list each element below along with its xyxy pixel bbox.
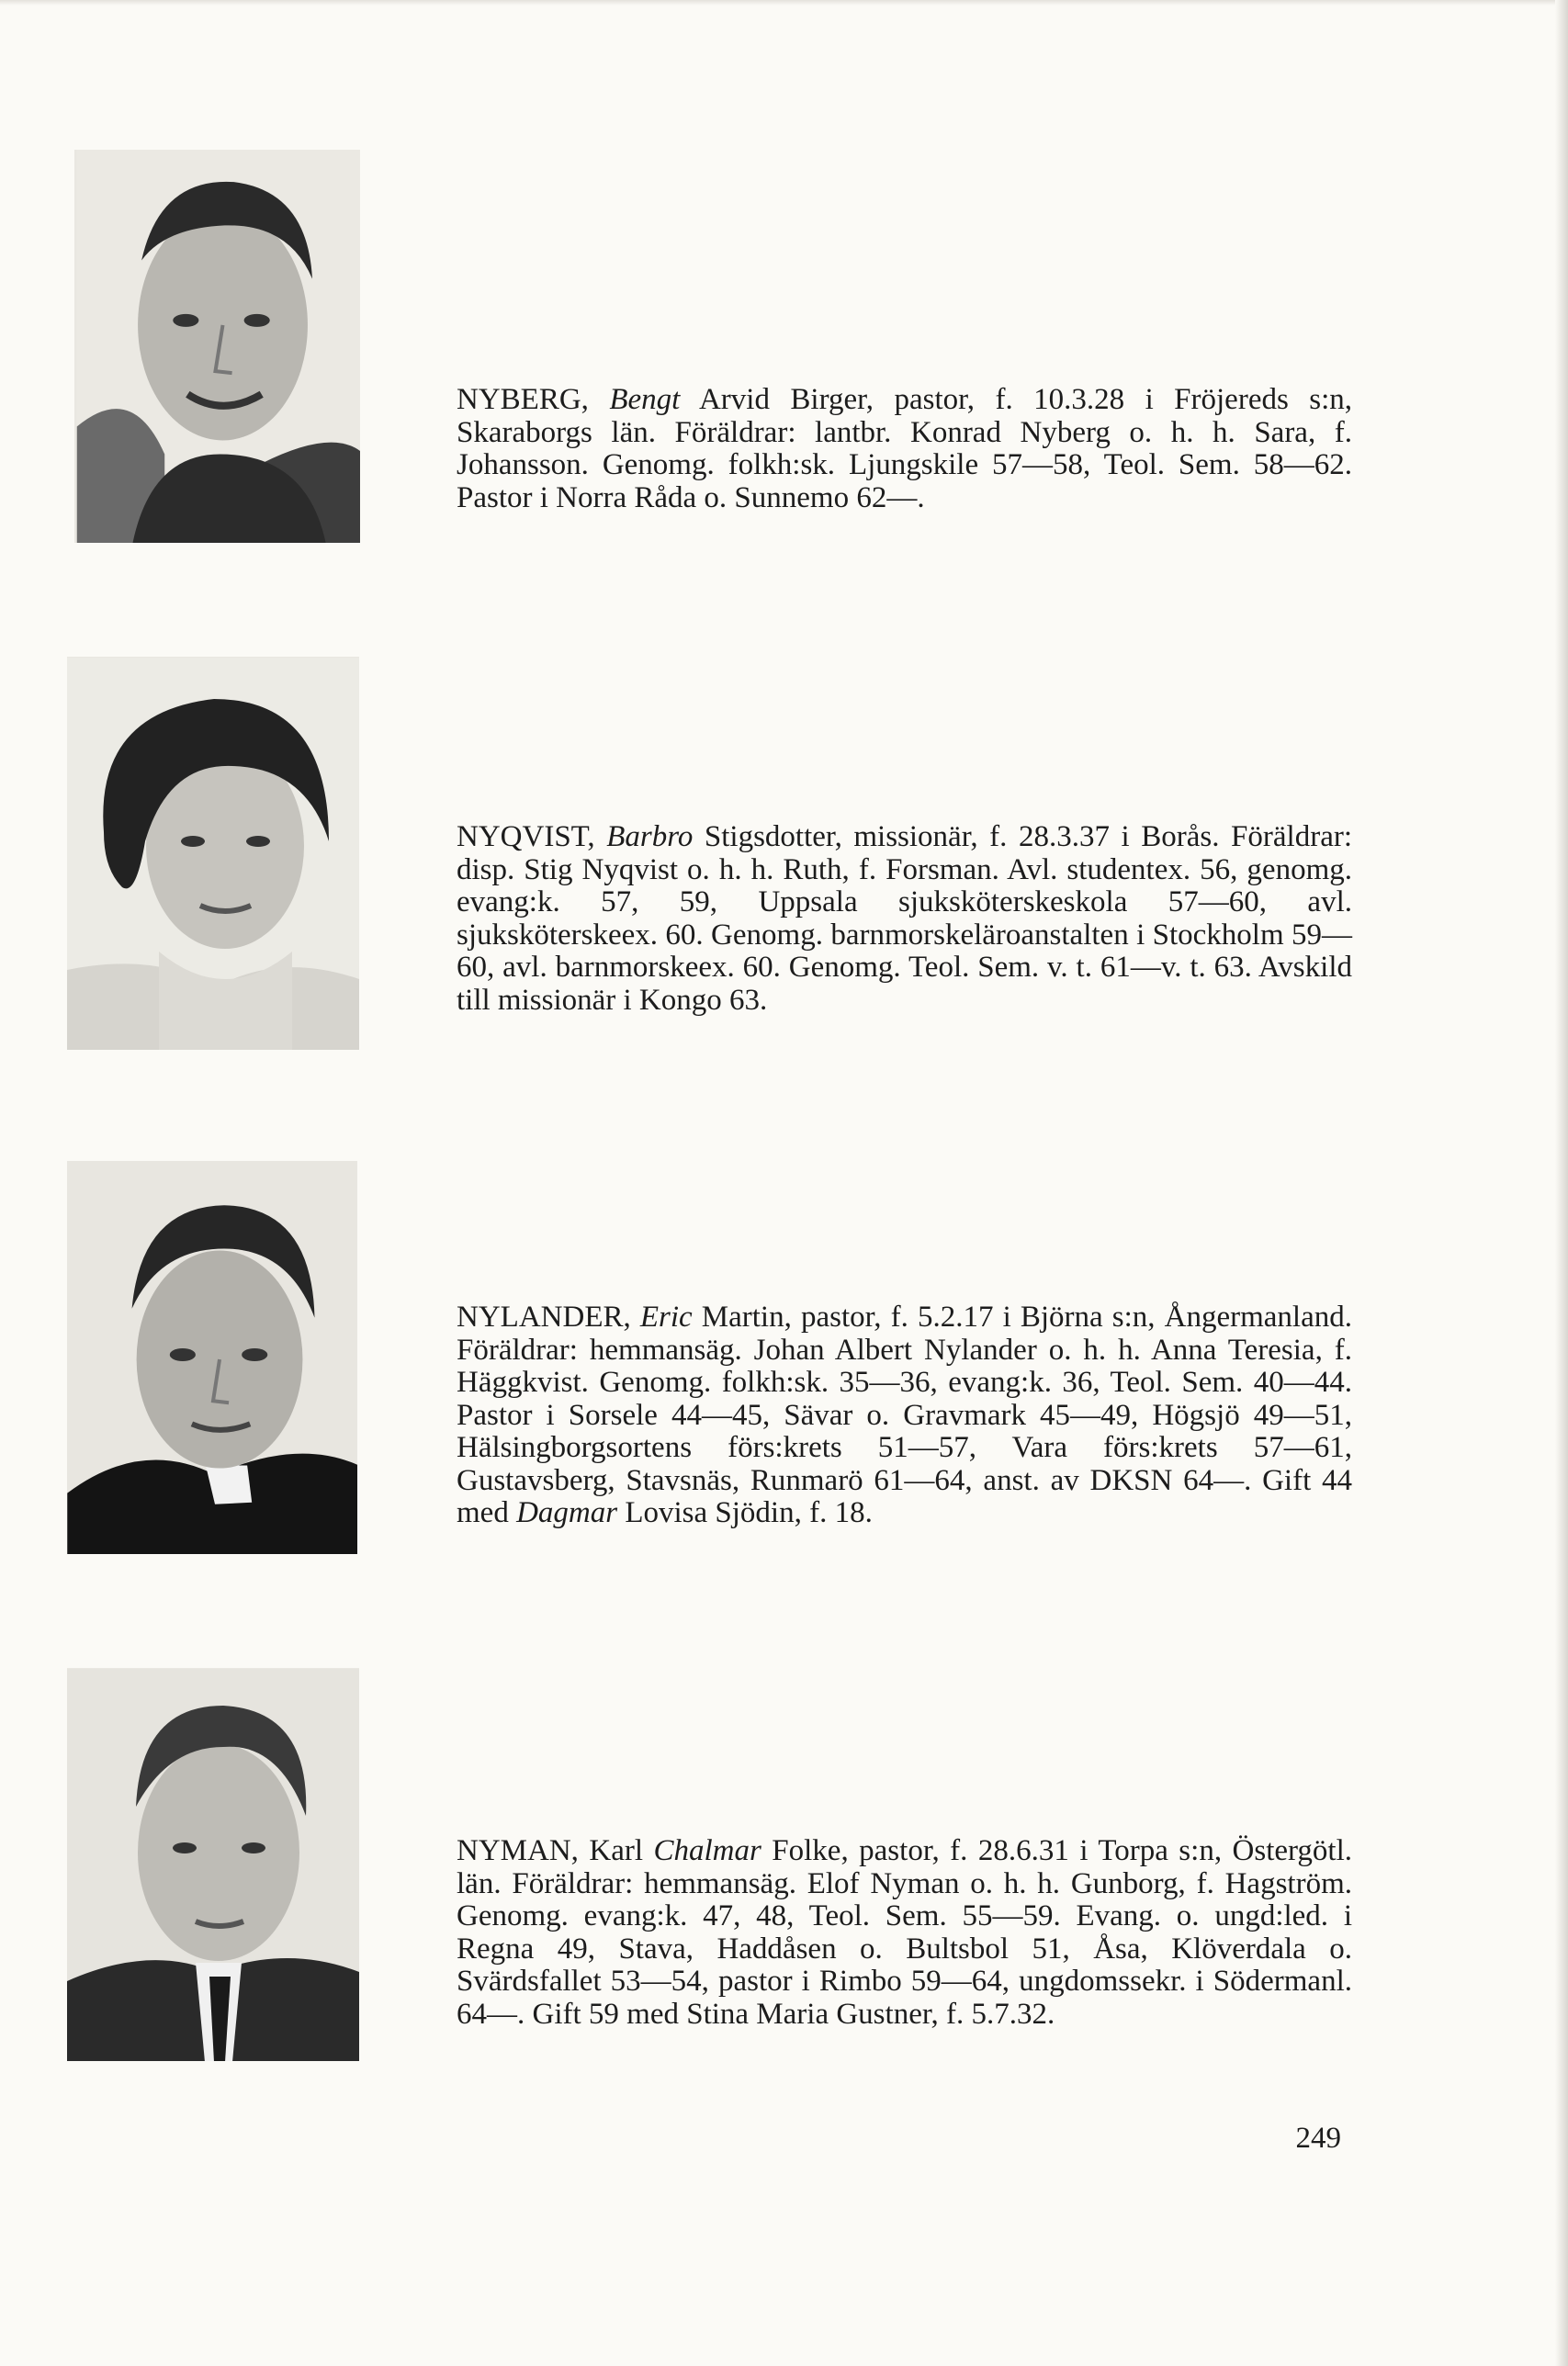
bio-nyman <box>457 1835 1352 2031</box>
surname: NYQVIST, <box>457 820 595 853</box>
page-top-edge <box>0 0 1568 6</box>
bio-text-after: Lovisa Sjödin, f. 18. <box>617 1496 873 1529</box>
given-name-prefix: Karl <box>578 1834 654 1867</box>
bio-nylander <box>457 1301 1352 1530</box>
given-name-italic: Barbro <box>606 820 694 853</box>
bio-nyberg <box>457 384 1352 514</box>
portrait-icon <box>67 657 359 1050</box>
spouse-name-italic: Dagmar <box>516 1496 618 1529</box>
portrait-photo-nyberg <box>74 150 360 543</box>
given-name-italic: Eric <box>639 1301 693 1334</box>
portrait-icon <box>74 150 360 543</box>
bio-nyqvist <box>457 821 1352 1017</box>
bio-text: Folke, pastor, f. 28.6.31 i Torpa s:n, Östergötl. län. Föräldrar: hemmansäg. Elof Nyman o. h. h. Gunborg, f. Hagström. Genomg. evang:k. 47, 48, Teol. Sem. 55—59. Evang. o. ungd:led. i Regna 49, Stava, Haddåsen o. Bultsbol 51, Åsa, Klöverdala o. Svärdsfallet 53—54, pastor i Rimbo 59—64, ungdomssekr. i Södermanl. 64—. Gift 59 med Stina Maria Gustner, f. 5.7.32. <box>457 1834 1352 2031</box>
given-name-italic: Chalmar <box>653 1834 761 1867</box>
page-right-edge <box>1555 0 1568 2366</box>
bio-text: Arvid Birger, pastor, f. 10.3.28 i Fröjereds s:n, Skaraborgs län. Föräldrar: lantbr. Konrad Nyberg o. h. h. Sara, f. Johansson. Genomg. folkh:sk. Ljungskile 57—58, Teol. Sem. 58—62. Pastor i Norra Råda o. Sunnemo 62—. <box>457 383 1353 514</box>
portrait-icon <box>67 1161 357 1554</box>
surname: NYMAN, <box>457 1834 579 1867</box>
surname: NYBERG, <box>457 383 589 416</box>
portrait-photo-nylander <box>67 1161 357 1554</box>
surname: NYLANDER, <box>457 1301 631 1334</box>
bio-text: Stigsdotter, missionär, f. 28.3.37 i Borås. Föräldrar: disp. Stig Nyqvist o. h. h. Ruth, f. Forsman. Avl. studentex. 56, genomg. evang:k. 57, 59, Uppsala sjuksköterskeskola 57—60, avl. sjuksköterskeex. 60. Genomg. barnmorskeläroanstalten i Stockholm 59—60, avl. barnmorskeex. 60. Genomg. Teol. Sem. v. t. 61—v. t. 63. Avskild till missionär i Kongo 63. <box>457 820 1352 1017</box>
portrait-icon <box>67 1668 359 2061</box>
page-number: 249 <box>1295 2122 1341 2155</box>
portrait-photo-nyman <box>67 1668 359 2061</box>
portrait-photo-nyqvist <box>67 657 359 1050</box>
given-name-italic: Bengt <box>609 383 681 416</box>
bio-text: Martin, pastor, f. 5.2.17 i Björna s:n, Ångermanland. Föräldrar: hemmansäg. Johan Albert Nylander o. h. h. Anna Teresia, f. Häggkvist. Genomg. folkh:sk. 35—36, evang:k. 36, Teol. Sem. 40—44. Pastor i Sorsele 44—45, Sävar o. Gravmark 45—49, Högsjö 49—51, Hälsingborgsortens förs:krets 51—57, Vara förs:krets 57—61, Gustavsberg, Stavsnäs, Runmarö 61—64, anst. av DKSN 64—. Gift 44 med <box>457 1301 1352 1529</box>
